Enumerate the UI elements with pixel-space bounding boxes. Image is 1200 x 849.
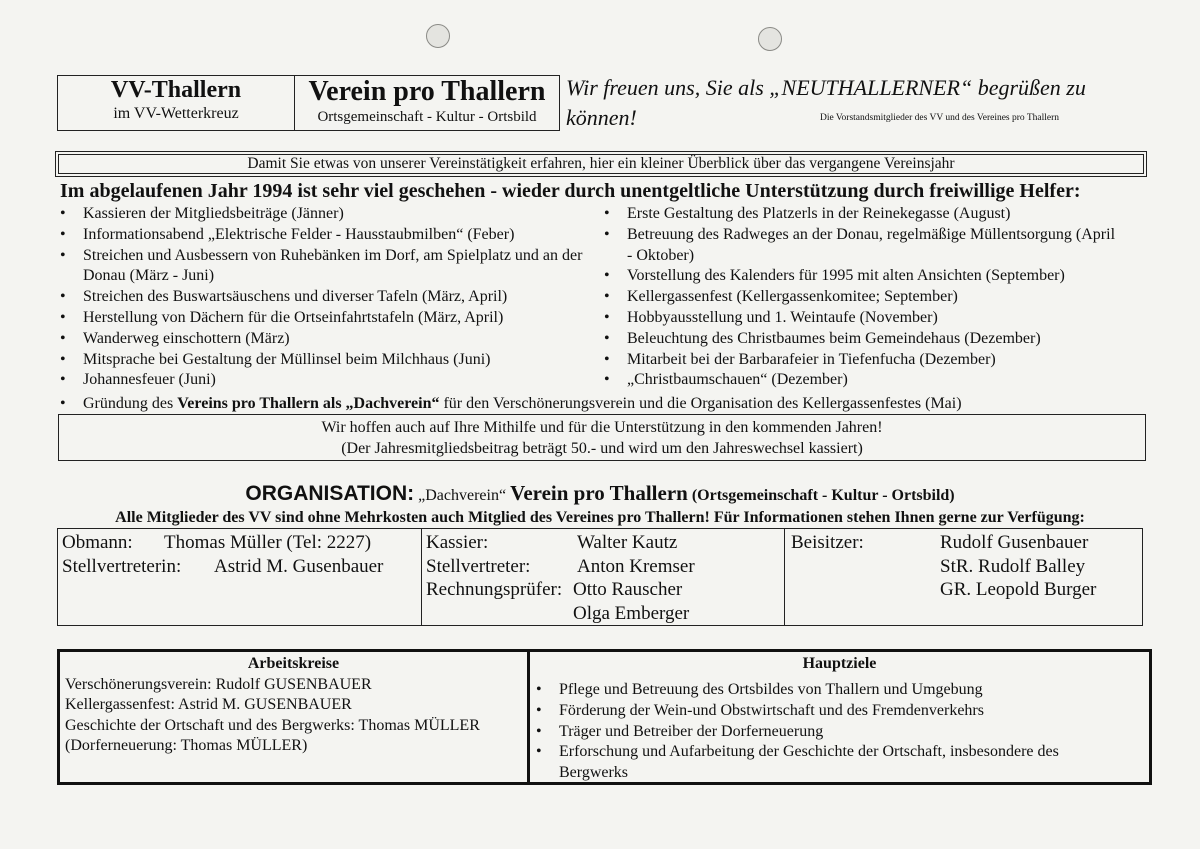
- stellvertreterin-name: Astrid M. Gusenbauer: [214, 555, 384, 577]
- hope-box: [58, 414, 1146, 461]
- activity-item: • Mitsprache bei Gestaltung der Müllinsel beim Milchhaus (Juni): [58, 350, 588, 371]
- vp-subtitle: Ortsgemeinschaft - Kultur - Ortsbild: [317, 109, 537, 125]
- officers-cell-board: [58, 529, 421, 625]
- work-group-line: Verschönerungsverein: Rudolf GUSENBAUER: [65, 675, 372, 693]
- activities-right-list: [602, 204, 1122, 391]
- activity-item: • Beleuchtung des Christbaumes beim Gemeindehaus (Dezember): [602, 329, 1122, 350]
- activity-item: • Johannesfeuer (Juni): [58, 370, 588, 391]
- work-groups-goals-box: [57, 649, 1152, 785]
- stellvertreterin-label: Stellvertreterin:: [62, 555, 182, 577]
- organisation-name: Verein pro Thallern: [510, 481, 688, 505]
- welcome-message: [566, 73, 1166, 133]
- work-group-line: Geschichte der Ortschaft und des Bergwerks: Thomas MÜLLER: [65, 716, 480, 734]
- goal-item: • Erforschung und Aufarbeitung der Geschichte der Ortschaft, insbesondere des Bergwerks: [534, 742, 1104, 784]
- foundation-list: [58, 394, 1158, 415]
- goal-item: • Förderung der Wein-und Obstwirtschaft und des Fremdenverkehrs: [534, 701, 1104, 722]
- work-group-line: Kellergassenfest: Astrid M. GUSENBAUER: [65, 696, 352, 713]
- board-signature: Die Vorstandsmitglieder des VV und des Vereines pro Thallern: [820, 113, 1060, 123]
- activity-item: • Herstellung von Dächern für die Ortseinfahrtstafeln (März, April): [58, 308, 588, 329]
- officers-table: [57, 528, 1143, 626]
- goal-item: • Träger und Betreiber der Dorferneuerung: [534, 722, 1104, 743]
- foundation-bold: Vereins pro Thallern als „Dachverein“: [177, 395, 440, 412]
- vv-thallern-box: [57, 75, 295, 131]
- foundation-post: für den Verschönerungsverein und die Organisation des Kellergassenfestes (Mai): [439, 395, 962, 412]
- obmann-label: Obmann:: [62, 532, 133, 553]
- main-goals-heading: Hauptziele: [802, 655, 877, 672]
- vv-subtitle: im VV-Wetterkreuz: [113, 105, 239, 122]
- organisation-label: ORGANISATION:: [245, 482, 415, 505]
- kassier-label: Kassier:: [426, 532, 489, 553]
- work-groups-lines: [60, 675, 527, 757]
- activity-item: • „Christbaumschauen“ (Dezember): [602, 370, 1122, 391]
- foundation-item: [58, 394, 1158, 415]
- punch-hole-left: [426, 24, 450, 48]
- beisitzer-2: StR. Rudolf Balley: [940, 555, 1086, 577]
- work-groups-column: [60, 652, 527, 782]
- activity-item: • Erste Gestaltung des Platzerls in der Reinekegasse (August): [602, 204, 1122, 225]
- main-goals-column: [527, 652, 1149, 782]
- stellvertreter-name: Anton Kremser: [577, 555, 695, 577]
- activity-item: • Mitarbeit bei der Barbarafeier in Tiefenfucha (Dezember): [602, 350, 1122, 371]
- organisation-umbrella: „Dachverein“: [418, 487, 507, 504]
- organisation-heading: [0, 481, 1200, 506]
- foundation-pre: Gründung des: [83, 395, 178, 412]
- rechnungspruefer-label: Rechnungsprüfer:: [426, 579, 563, 600]
- activity-item: • Betreuung des Radweges an der Donau, regelmäßige Müllentsorgung (April - Oktober): [602, 225, 1122, 267]
- beisitzer-1: Rudolf Gusenbauer: [940, 532, 1089, 553]
- activity-item: • Hobbyausstellung und 1. Weintaufe (November): [602, 308, 1122, 329]
- punch-hole-right: [758, 27, 782, 51]
- activity-item: • Kassieren der Mitgliedsbeiträge (Jänner): [58, 204, 588, 225]
- vv-title: VV-Thallern: [110, 77, 242, 103]
- year-heading: Im abgelaufenen Jahr 1994 ist sehr viel geschehen - wieder durch unentgeltliche Unterstützung durch freiwillige Helfer:: [60, 180, 1081, 202]
- welcome-line-2: können!: [566, 105, 637, 130]
- activity-item: • Vorstellung des Kalenders für 1995 mit alten Ansichten (September): [602, 266, 1122, 287]
- vp-title: Verein pro Thallern: [308, 76, 546, 107]
- main-goals-list: [534, 680, 1104, 784]
- welcome-line-1: Wir freuen uns, Sie als „NEUTHALLERNER“ begrüßen zu: [566, 75, 1086, 100]
- organisation-paren: (Ortsgemeinschaft - Kultur - Ortsbild): [691, 487, 955, 504]
- activity-item: • Informationsabend „Elektrische Felder - Hausstaubmilben“ (Feber): [58, 225, 588, 246]
- work-group-line: (Dorferneuerung: Thomas MÜLLER): [65, 737, 308, 754]
- activity-item: • Wanderweg einschottern (März): [58, 329, 588, 350]
- work-groups-heading: Arbeitskreise: [247, 655, 340, 672]
- officers-cell-finance: [421, 529, 785, 625]
- stellvertreter-label: Stellvertreter:: [426, 555, 531, 577]
- activity-item: • Kellergassenfest (Kellergassenkomitee; September): [602, 287, 1122, 308]
- hope-line-1: Wir hoffen auch auf Ihre Mithilfe und für die Unterstützung in den kommenden Jahren!: [321, 419, 883, 436]
- rechnungspruefer-name-1: Otto Rauscher: [573, 579, 683, 600]
- intro-banner: Damit Sie etwas von unserer Vereinstätigkeit erfahren, hier ein kleiner Überblick über das vergangene Vereinsjahr: [55, 151, 1147, 177]
- obmann-name: Thomas Müller (Tel: 2227): [164, 532, 372, 553]
- activity-item: • Streichen und Ausbessern von Ruhebänken im Dorf, am Spielplatz und an der Donau (März - Juni): [58, 246, 588, 288]
- beisitzer-3: GR. Leopold Burger: [940, 579, 1097, 600]
- goal-item: • Pflege und Betreuung des Ortsbildes von Thallern und Umgebung: [534, 680, 1104, 701]
- officers-cell-assessors: [784, 529, 1143, 625]
- activities-left-list: [58, 204, 588, 391]
- members-note: Alle Mitglieder des VV sind ohne Mehrkosten auch Mitglied des Vereines pro Thallern! Für Informationen stehen Ihnen gerne zur Verfügung:: [115, 509, 1085, 526]
- kassier-name: Walter Kautz: [577, 532, 678, 553]
- activity-item: • Streichen des Buswartsäuschens und diverser Tafeln (März, April): [58, 287, 588, 308]
- rechnungspruefer-name-2: Olga Emberger: [573, 602, 690, 624]
- verein-pro-thallern-box: [294, 75, 560, 131]
- beisitzer-label: Beisitzer:: [791, 532, 864, 553]
- hope-line-2: (Der Jahresmitgliedsbeitrag beträgt 50.- und wird um den Jahreswechsel kassiert): [341, 440, 863, 457]
